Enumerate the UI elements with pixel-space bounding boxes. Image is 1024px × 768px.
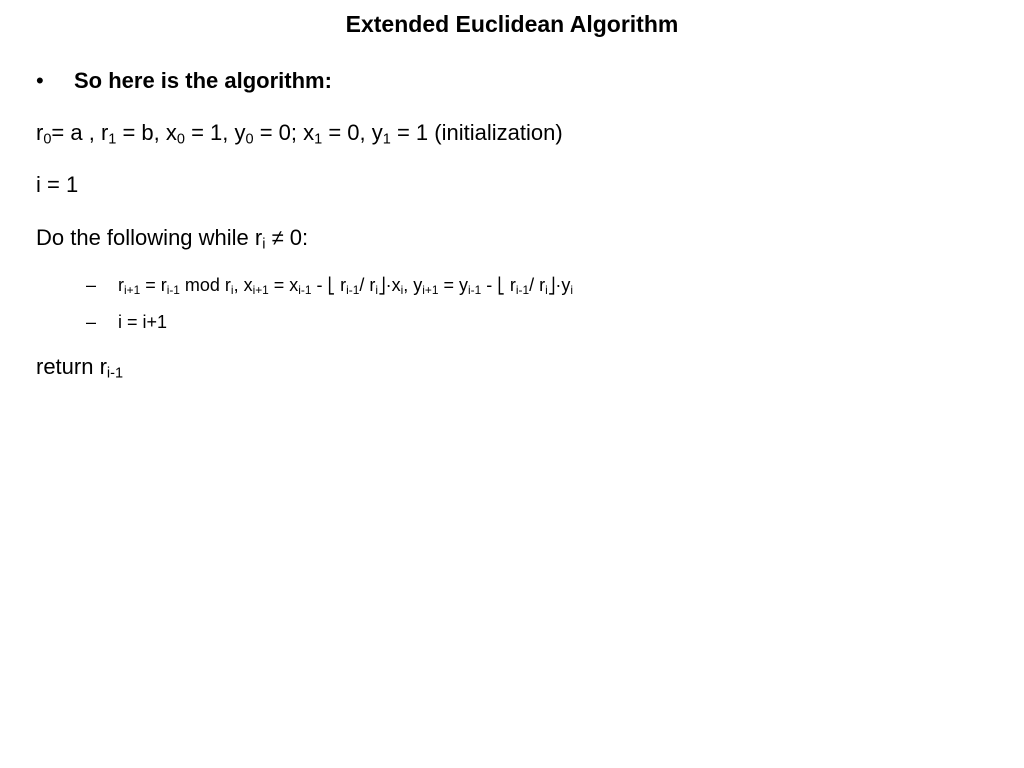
bullet-text: So here is the algorithm:: [74, 68, 332, 93]
return-line: return $r_{i-1}$: [36, 354, 124, 382]
floor-left-icon: ⎣: [327, 277, 336, 295]
index-init-line: i = 1: [36, 172, 79, 197]
dash-icon: –: [86, 275, 97, 295]
increment-step-line: – i = i+1: [86, 309, 167, 335]
update-step-line: – $r_{i+1} = r_{i-1}$ mod $r_i$, $x_{i+1} = x_{i-1}$ - ⎣ $r_{i-1}/$ $r_i⎦\cdot x_i$, $y_{i+1} = y_{i-1}$ - ⎣ $r_{i-1}/$ $r_i⎦\cdot y_i$: [86, 272, 573, 299]
floor-right-icon: ⎦: [377, 277, 386, 295]
bullet-icon: •: [36, 68, 44, 93]
while-condition-line: Do the following while $r_i \ne 0$:: [36, 225, 309, 253]
slide-title: Extended Euclidean Algorithm: [345, 11, 679, 37]
floor-right-icon: ⎦: [547, 277, 556, 295]
floor-left-icon: ⎣: [497, 277, 505, 295]
bullet-item: [36, 66, 332, 96]
dash-icon: –: [86, 312, 97, 332]
initialization-line: $r_0= a$ , $r_1 = b$, $x_0 = 1$, $y_0 = 0$; $x_1 = 0$, $y_1 = 1$ (initialization): [36, 120, 563, 148]
